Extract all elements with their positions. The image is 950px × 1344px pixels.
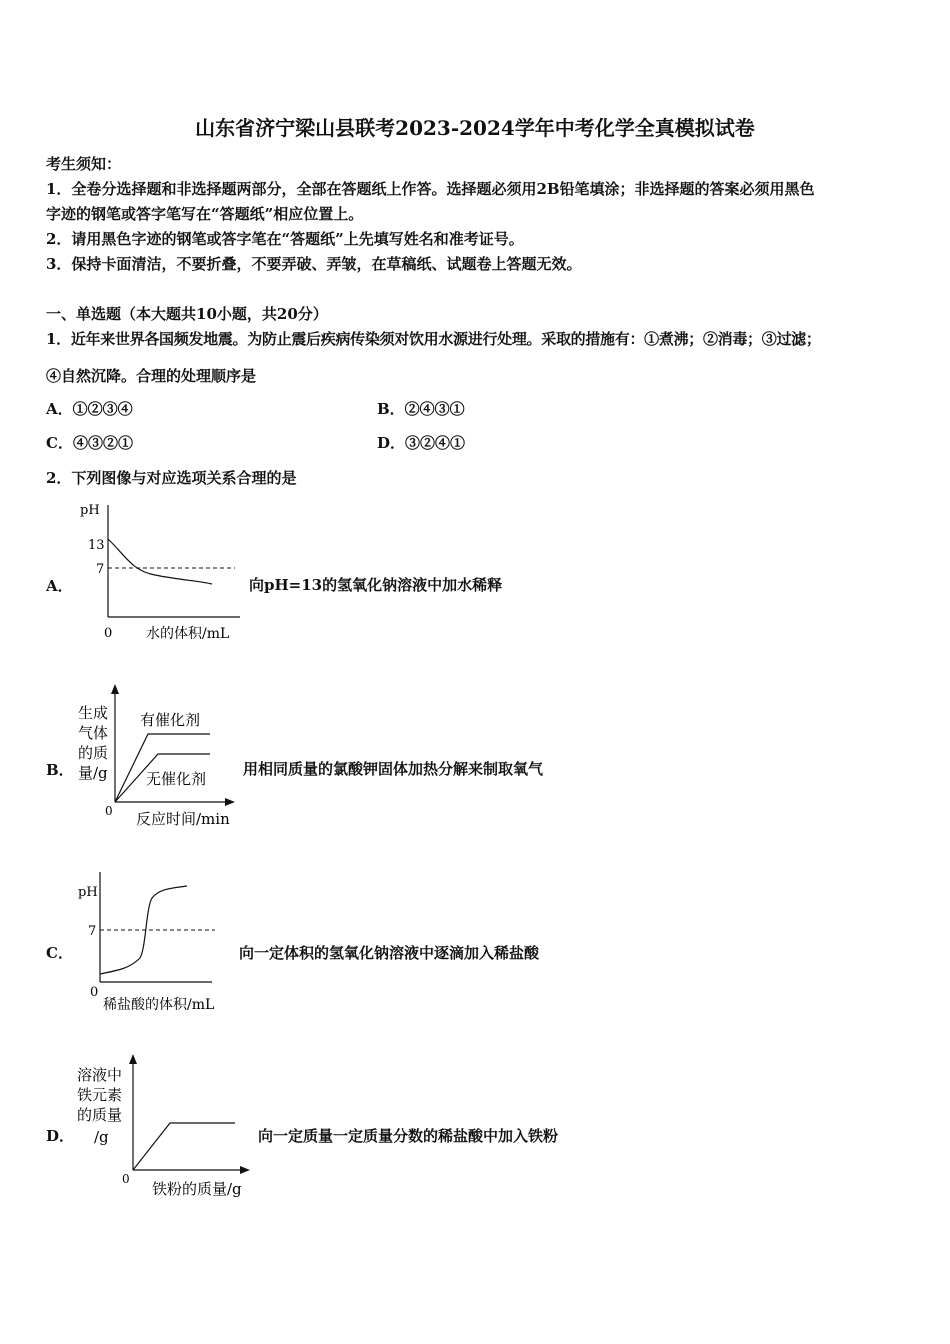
y-axis-label-2: 铁元素 <box>77 1086 123 1104</box>
catalyst-curve <box>115 734 210 802</box>
q2-stem: 2．下列图像与对应选项关系合理的是 <box>46 469 297 487</box>
notice-item-2: 2．请用黑色字迹的钢笔或答字笔在“答题纸”上先填写姓名和准考证号。 <box>46 230 524 248</box>
q2-option-d-desc: 向一定质量一定质量分数的稀盐酸中加入铁粉 <box>258 1127 559 1145</box>
q2-option-d-graph <box>70 1050 260 1205</box>
y-axis-label-2: 气体 <box>78 724 109 742</box>
x-axis-label: 反应时间/min <box>136 810 230 828</box>
iron-mass-curve <box>133 1123 235 1170</box>
x-axis-label: 铁粉的质量/g <box>152 1180 242 1198</box>
origin-label: 0 <box>90 985 99 1000</box>
origin-label: 0 <box>104 626 113 641</box>
y-axis-label-1: 溶液中 <box>77 1066 123 1084</box>
q2-option-b-graph <box>70 682 250 832</box>
y-axis-arrow <box>129 1054 137 1064</box>
q1-option-a[interactable]: A．①②③④ <box>46 400 133 418</box>
x-axis-label: 稀盐酸的体积/mL <box>103 997 215 1013</box>
y-axis-arrow <box>111 684 119 694</box>
section-heading: 一、单选题（本大题共10小题，共20分） <box>46 305 328 323</box>
y-axis-label: pH <box>78 885 98 900</box>
q2-option-a-label[interactable]: A． <box>46 577 73 595</box>
catalyst-label: 有催化剂 <box>140 711 201 729</box>
notice-heading: 考生须知： <box>46 155 122 173</box>
q1-option-d[interactable]: D．③②④① <box>377 434 466 452</box>
q2-option-a-desc: 向pH=13的氢氧化钠溶液中加水稀释 <box>249 576 503 594</box>
y-axis-label: pH <box>80 503 100 518</box>
page-title: 山东省济宁梁山县联考2023-2024学年中考化学全真模拟试卷 <box>195 116 755 140</box>
y-axis-label-3: 的质量 <box>77 1106 123 1124</box>
no-catalyst-label: 无催化剂 <box>146 770 207 788</box>
y-axis-label-1: 生成 <box>78 704 109 722</box>
q2-option-b-desc: 用相同质量的氯酸钾固体加热分解来制取氧气 <box>243 760 544 778</box>
tick-13: 13 <box>88 538 105 553</box>
dilution-curve <box>108 539 212 584</box>
origin-label: 0 <box>105 804 113 818</box>
q2-option-a-graph <box>70 495 250 645</box>
q2-option-c-label[interactable]: C． <box>46 944 73 962</box>
q1-option-b[interactable]: B．②④③① <box>377 400 465 418</box>
y-axis-label-3: 的质 <box>78 744 109 762</box>
q1-option-c[interactable]: C．④③②① <box>46 434 133 452</box>
tick-7: 7 <box>96 562 105 577</box>
q2-option-c-desc: 向一定体积的氢氧化钠溶液中逐滴加入稀盐酸 <box>239 944 540 962</box>
tick-7: 7 <box>88 924 97 939</box>
y-axis-label-4: 量/g <box>78 764 108 782</box>
origin-label: 0 <box>122 1172 130 1186</box>
q1-stem-line2: ④自然沉降。合理的处理顺序是 <box>46 367 257 385</box>
q2-option-b-label[interactable]: B． <box>46 761 74 779</box>
notice-item-1: 1．全卷分选择题和非选择题两部分，全部在答题纸上作答。选择题必须用2B铅笔填涂；非选择题的答案必须用黑色 <box>46 180 815 198</box>
y-axis-label-4: /g <box>94 1128 109 1146</box>
q2-option-d-label[interactable]: D． <box>46 1127 75 1145</box>
x-axis-arrow <box>225 798 235 806</box>
q2-option-c-graph <box>70 868 250 1018</box>
x-axis-label: 水的体积/mL <box>146 626 230 642</box>
notice-item-3: 3．保持卡面清洁，不要折叠，不要弄破、弄皱，在草稿纸、试题卷上答题无效。 <box>46 255 582 273</box>
x-axis-arrow <box>240 1166 250 1174</box>
q1-stem-line1: 1．近年来世界各国频发地震。为防止震后疾病传染须对饮用水源进行处理。采取的措施有：①煮沸；②消毒；③过滤； <box>46 330 821 348</box>
notice-item-1-cont: 字迹的钢笔或答字笔写在“答题纸”相应位置上。 <box>46 205 364 223</box>
